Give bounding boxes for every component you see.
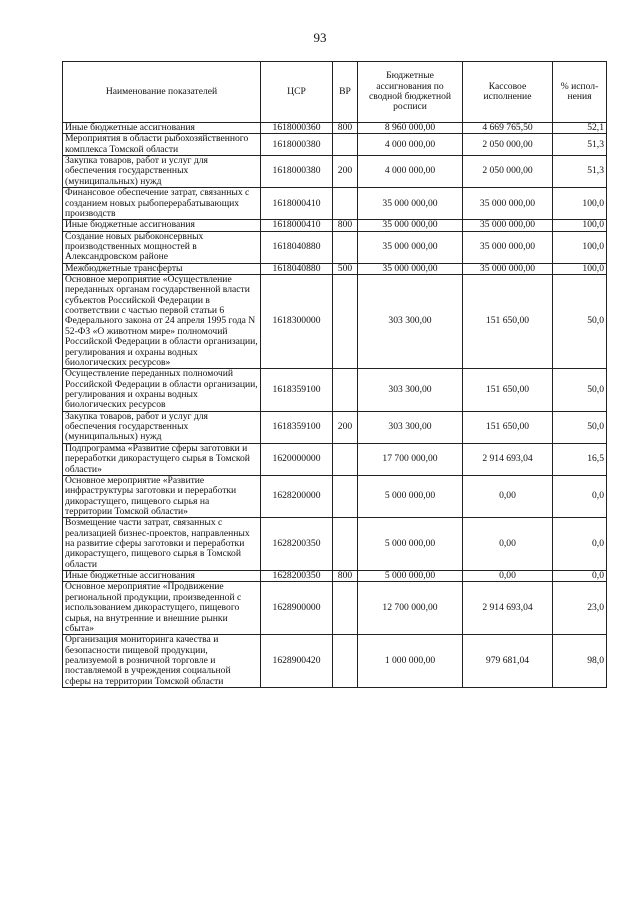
row-execution-percent: 52,1 [553,123,607,134]
row-cash-execution: 0,00 [463,571,553,582]
row-vr: 200 [333,156,358,188]
row-vr [333,275,358,369]
row-csr: 1628200000 [261,475,333,517]
row-name: Финансовое обеспечение затрат, связанных с созданием новых рыбоперерабатывающих производств [63,188,261,220]
row-assignments: 303 300,00 [358,411,463,443]
row-execution-percent: 50,0 [553,275,607,369]
row-csr: 1618040880 [261,263,333,274]
header-cash-execution: Кассовое исполнение [463,62,553,123]
table-row [63,231,607,263]
row-vr [333,231,358,263]
row-vr [333,134,358,156]
row-execution-percent: 0,0 [553,571,607,582]
row-vr [333,369,358,411]
row-name: Организация мониторинга качества и безопасности пищевой продукции, реализуемой в розничной торговле и поставляемой в учреждения социальной сферы на территории Томской области [63,635,261,688]
table-body [63,123,607,688]
row-assignments: 4 000 000,00 [358,156,463,188]
row-csr: 1628200350 [261,571,333,582]
header-execution-percent: % испол- нения [553,62,607,123]
row-vr: 200 [333,411,358,443]
row-cash-execution: 151 650,00 [463,369,553,411]
table-row [63,369,607,411]
table-row [63,518,607,571]
table-row [63,475,607,517]
row-name: Основное мероприятие «Осуществление переданных органам государственной власти субъектов Российской Федерации в соответствии с частью первой статьи 6 Федерального закона от 24 апреля 1995 года N 52-ФЗ «О животном мире» полномочий Российской Федерации в области организации, регулирования и охраны водных биологических ресурсов» [63,275,261,369]
row-vr: 500 [333,263,358,274]
table-row [63,188,607,220]
row-vr: 800 [333,571,358,582]
table-row [63,220,607,231]
row-assignments: 12 700 000,00 [358,582,463,635]
table-row [63,156,607,188]
table-row [63,582,607,635]
row-execution-percent: 100,0 [553,220,607,231]
row-csr: 1628900420 [261,635,333,688]
row-execution-percent: 16,5 [553,443,607,475]
row-cash-execution: 2 050 000,00 [463,156,553,188]
row-cash-execution: 35 000 000,00 [463,263,553,274]
table-row [63,635,607,688]
row-csr: 1628900000 [261,582,333,635]
row-name: Иные бюджетные ассигнования [63,220,261,231]
row-execution-percent: 50,0 [553,411,607,443]
table-row [63,134,607,156]
row-cash-execution: 4 669 765,50 [463,123,553,134]
row-assignments: 8 960 000,00 [358,123,463,134]
row-assignments: 35 000 000,00 [358,263,463,274]
row-csr: 1628200350 [261,518,333,571]
budget-table [62,61,607,688]
row-name: Закупка товаров, работ и услуг для обеспечения государственных (муниципальных) нужд [63,411,261,443]
row-cash-execution: 2 050 000,00 [463,134,553,156]
table-row [63,571,607,582]
row-execution-percent: 23,0 [553,582,607,635]
row-cash-execution: 2 914 693,04 [463,582,553,635]
row-csr: 1618000410 [261,220,333,231]
row-vr [333,475,358,517]
row-cash-execution: 151 650,00 [463,411,553,443]
row-csr: 1618000380 [261,134,333,156]
row-vr [333,518,358,571]
row-assignments: 4 000 000,00 [358,134,463,156]
row-vr [333,188,358,220]
table-row [63,443,607,475]
row-vr [333,635,358,688]
row-name: Иные бюджетные ассигнования [63,571,261,582]
row-cash-execution: 35 000 000,00 [463,188,553,220]
row-name: Подпрограмма «Развитие сферы заготовки и переработки дикорастущего сырья в Томской области» [63,443,261,475]
row-csr: 1618359100 [261,411,333,443]
row-execution-percent: 51,3 [553,156,607,188]
table-row [63,275,607,369]
row-name: Возмещение части затрат, связанных с реализацией бизнес-проектов, направленных на развитие сферы заготовки и переработки дикорастущего, пищевого сырья в Томской области [63,518,261,571]
row-execution-percent: 100,0 [553,188,607,220]
row-assignments: 17 700 000,00 [358,443,463,475]
row-name: Основное мероприятие «Продвижение региональной продукции, произведенной с использованием дикорастущего, пищевого сырья, на внутренние и внешние рынки сбыта» [63,582,261,635]
row-execution-percent: 100,0 [553,263,607,274]
table-header-row [63,62,607,123]
row-csr: 1618300000 [261,275,333,369]
row-execution-percent: 50,0 [553,369,607,411]
row-assignments: 35 000 000,00 [358,220,463,231]
row-cash-execution: 35 000 000,00 [463,220,553,231]
header-vr: ВР [333,62,358,123]
header-assignments: Бюджетные ассигнования по сводной бюджетной росписи [358,62,463,123]
row-name: Межбюджетные трансферты [63,263,261,274]
row-csr: 1618040880 [261,231,333,263]
row-vr: 800 [333,123,358,134]
row-name: Основное мероприятие «Развитие инфраструктуры заготовки и переработки дикорастущего, пищевого сырья на территории Томской области» [63,475,261,517]
row-vr [333,582,358,635]
row-vr: 800 [333,220,358,231]
row-execution-percent: 98,0 [553,635,607,688]
row-execution-percent: 100,0 [553,231,607,263]
row-csr: 1620000000 [261,443,333,475]
header-name: Наименование показателей [63,62,261,123]
row-assignments: 5 000 000,00 [358,518,463,571]
table-row [63,263,607,274]
table-row [63,411,607,443]
row-cash-execution: 35 000 000,00 [463,231,553,263]
row-assignments: 303 300,00 [358,275,463,369]
row-cash-execution: 0,00 [463,518,553,571]
row-csr: 1618000360 [261,123,333,134]
row-assignments: 35 000 000,00 [358,231,463,263]
row-execution-percent: 51,3 [553,134,607,156]
row-csr: 1618000380 [261,156,333,188]
row-assignments: 35 000 000,00 [358,188,463,220]
row-csr: 1618359100 [261,369,333,411]
row-name: Закупка товаров, работ и услуг для обеспечения государственных (муниципальных) нужд [63,156,261,188]
header-csr: ЦСР [261,62,333,123]
row-assignments: 5 000 000,00 [358,475,463,517]
row-assignments: 1 000 000,00 [358,635,463,688]
row-assignments: 303 300,00 [358,369,463,411]
row-csr: 1618000410 [261,188,333,220]
row-assignments: 5 000 000,00 [358,571,463,582]
row-cash-execution: 2 914 693,04 [463,443,553,475]
row-cash-execution: 979 681,04 [463,635,553,688]
table-row [63,123,607,134]
page-number: 93 [313,30,327,45]
row-cash-execution: 0,00 [463,475,553,517]
row-name: Осуществление переданных полномочий Российской Федерации в области организации, регулирования и охраны водных биологических ресурсов [63,369,261,411]
row-cash-execution: 151 650,00 [463,275,553,369]
row-execution-percent: 0,0 [553,475,607,517]
row-name: Создание новых рыбоконсервных производственных мощностей в Александровском районе [63,231,261,263]
row-name: Мероприятия в области рыбохозяйственного комплекса Томской области [63,134,261,156]
row-name: Иные бюджетные ассигнования [63,123,261,134]
row-vr [333,443,358,475]
row-execution-percent: 0,0 [553,518,607,571]
